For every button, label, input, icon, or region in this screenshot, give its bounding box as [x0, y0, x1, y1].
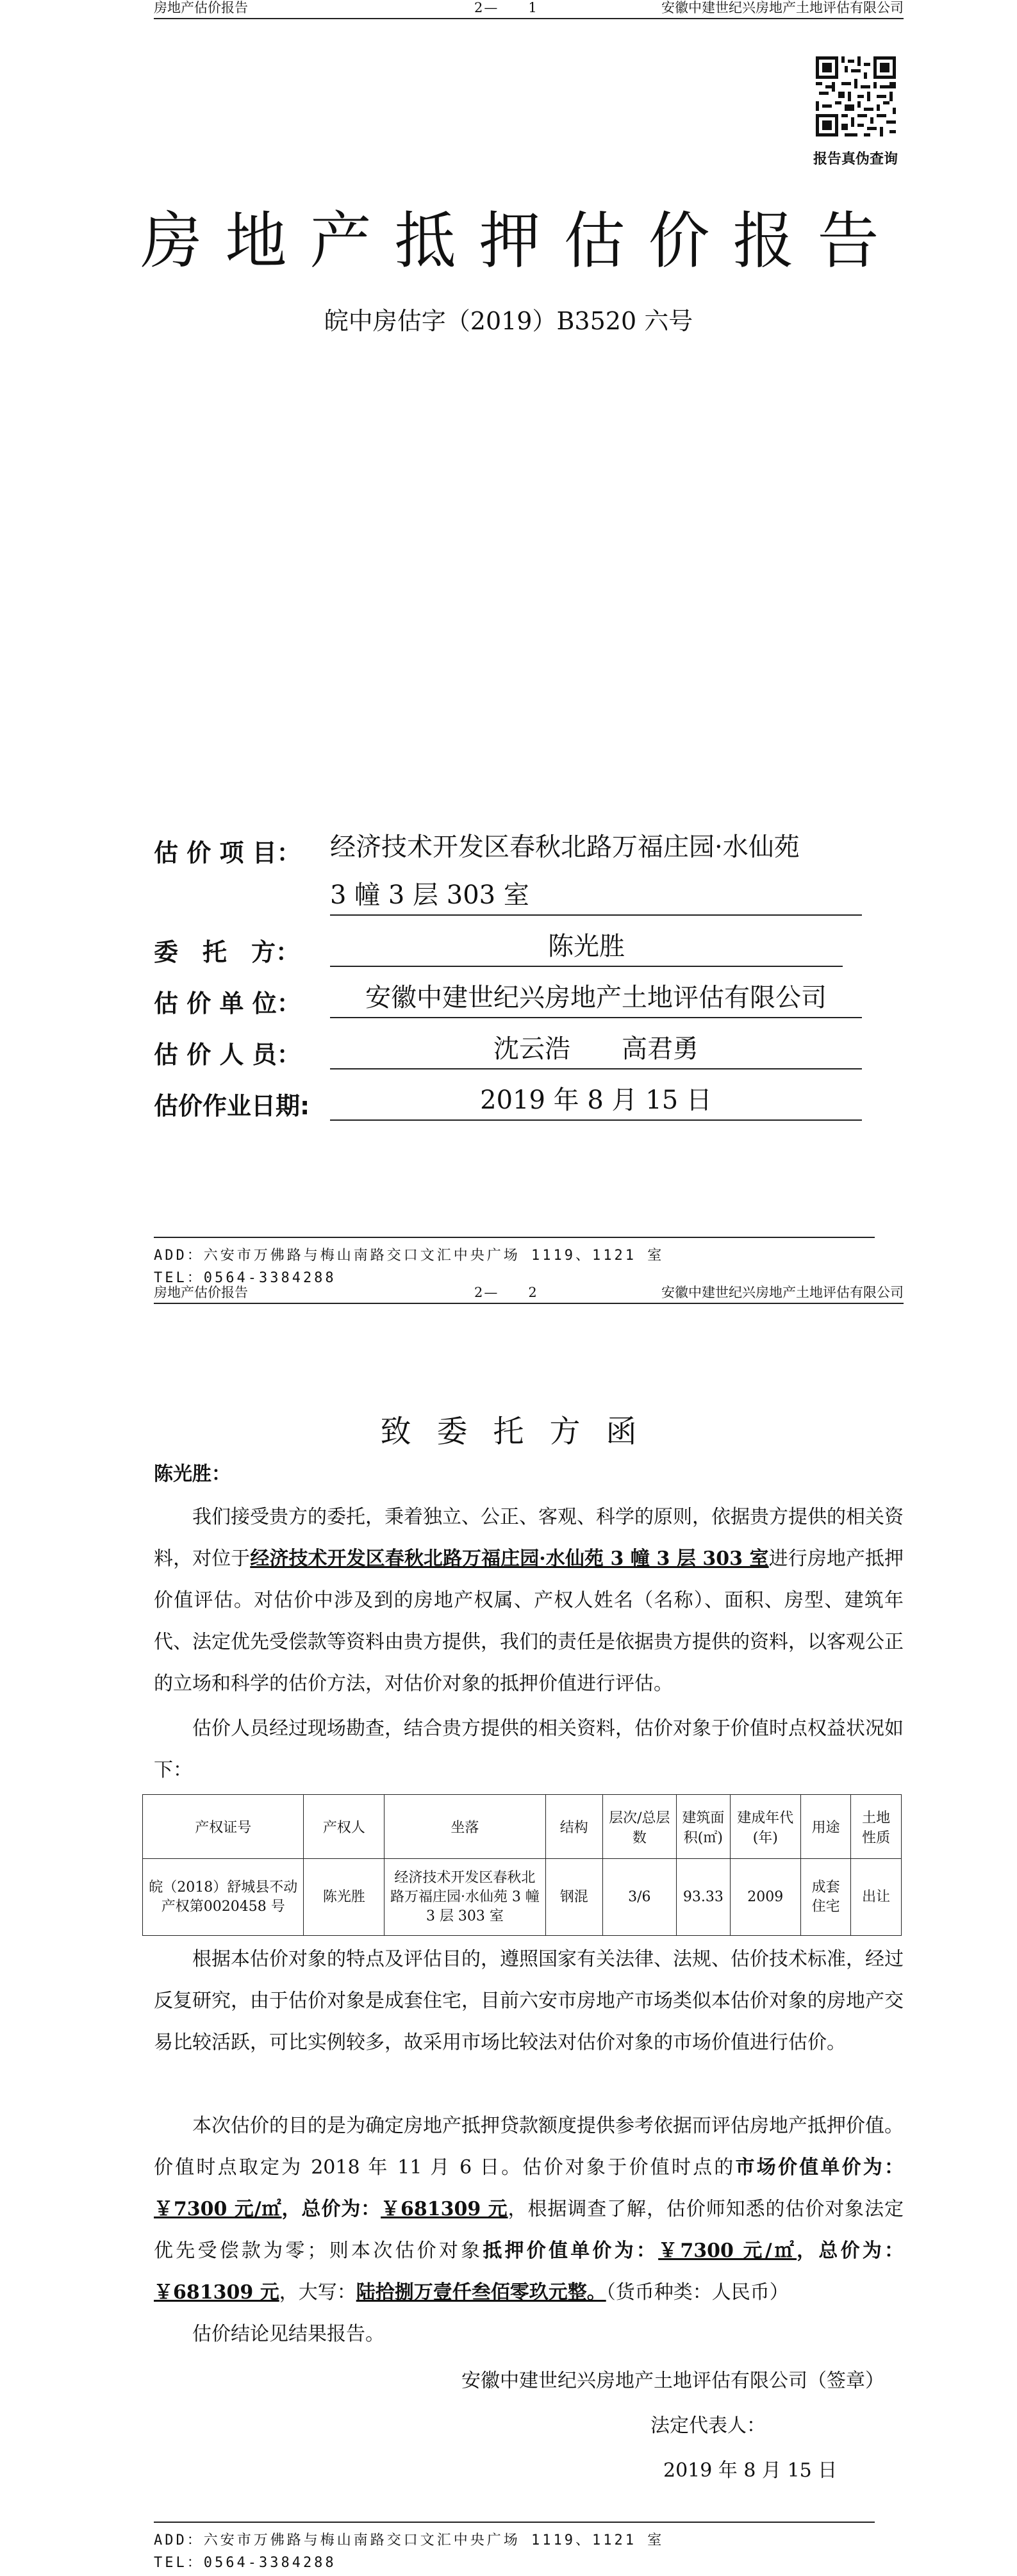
info-value-project: 经济技术开发区春秋北路万福庄园·水仙苑 [330, 832, 800, 862]
signature-date: 2019 年 8 月 15 日 [663, 2459, 838, 2482]
cell-floor: 3/6 [602, 1859, 676, 1936]
info-row-project [154, 832, 800, 868]
col-header: 土地性质 [851, 1795, 902, 1859]
para2-text: 估价人员经过现场勘查，结合贵方提供的相关资料，估价对象于价值时点权益状况如下： [154, 1717, 904, 1781]
mortgage-total-price: ￥681309 元 [154, 2281, 279, 2304]
info-row-appraisers [154, 1034, 699, 1070]
report-title: 房地产抵押估价报告 [140, 205, 902, 277]
market-unit-label: 市场价值单价为： [735, 2156, 904, 2179]
header-left: 房地产估价报告 [154, 1285, 248, 1300]
col-header: 产权证号 [143, 1795, 304, 1859]
page1-footer-address: ADD：六安市万佛路与梅山南路交口文汇中央广场 1119、1121 室 [154, 1248, 665, 1264]
qr-block [811, 56, 900, 168]
info-row-appraiser-unit [154, 983, 827, 1019]
qr-code-icon[interactable] [816, 56, 896, 136]
market-unit-price: ￥7300 元/㎡ [154, 2198, 282, 2220]
qr-caption: 报告真伪查询 [813, 151, 898, 167]
para4-text: ，根据调查了解，估价师知悉的估价对象法定优先受偿款为零；则本次估价对象 [154, 2198, 904, 2262]
property-table [142, 1794, 902, 1936]
cell-land-nature: 出让 [851, 1859, 902, 1936]
info-value-date: 2019 年 8 月 15 日 [330, 1082, 862, 1121]
para4-text: ，大写： [279, 2281, 356, 2304]
info-label: 估 价 项 目： [154, 839, 301, 867]
paragraph-4 [154, 2105, 904, 2313]
info-value-client: 陈光胜 [330, 929, 843, 967]
para1-text-b: 进行房地产抵押价值评估。对估价中涉及到的房地产权属、产权人姓名（名称）、面积、房型、建筑年代、法定优先受偿款等资料由贵方提供，我们的责任是依据贵方提供的资料，以客观公正的立场和科学的估价方法，对估价对象的抵押价值进行评估。 [154, 1548, 904, 1695]
paragraph-3 [154, 1938, 904, 2063]
info-value-appraisers: 沈云浩 高君勇 [330, 1031, 862, 1069]
col-header: 结构 [545, 1795, 602, 1859]
col-header: 层次/总层数 [602, 1795, 676, 1859]
para4-text: 本次估价的目的是为确定房地产抵押贷款额度提供参考依据而评估房地产抵押价值。价值时点取定为 2018 年 11 月 6 日。估价对象于价值时点的 [154, 2115, 904, 2179]
page1-header [154, 0, 904, 19]
paragraph-5 [154, 2313, 904, 2355]
info-label: 估 价 单 位： [154, 989, 301, 1018]
cell-cert-no: 皖（2018）舒城县不动产权第0020458 号 [143, 1859, 304, 1936]
header-page-number: 2— 1 [474, 0, 538, 15]
cell-structure: 钢混 [545, 1859, 602, 1936]
cell-owner: 陈光胜 [304, 1859, 384, 1936]
cell-year: 2009 [730, 1859, 800, 1936]
mortgage-unit-label: 抵押价值单价为： [483, 2240, 659, 2262]
page2-footer-tel: TEL：0564-3384288 [154, 2555, 336, 2571]
para3-text: 根据本估价对象的特点及评估目的，遵照国家有关法律、法规、估价技术标准，经过反复研究，由于估价对象是成套住宅，目前六安市房地产市场类似本估价对象的房地产交易比较活跃，可比实例较多，故采用市场比较法对估价对象的市场价值进行估价。 [154, 1948, 904, 2054]
amount-in-words: 陆拾捌万壹仟叁佰零玖元整。 [356, 2281, 606, 2304]
letter-title: 致委托方函 [380, 1414, 663, 1449]
table-row [143, 1859, 902, 1936]
page1-footer-tel: TEL：0564-3384288 [154, 1270, 336, 1286]
info-value-project-cont: 3 幢 3 层 303 室 [330, 877, 862, 916]
header-left: 房地产估价报告 [154, 0, 248, 15]
cell-area: 93.33 [676, 1859, 730, 1936]
cell-location: 经济技术开发区春秋北路万福庄园·水仙苑 3 幢 3 层 303 室 [384, 1859, 545, 1936]
info-label: 委 托 方： [154, 938, 301, 966]
info-value-appraiser-unit: 安徽中建世纪兴房地产土地评估有限公司 [330, 980, 862, 1018]
page2-footer-rule [154, 2522, 875, 2523]
col-header: 坐落 [384, 1795, 545, 1859]
header-right: 安徽中建世纪兴房地产土地评估有限公司 [661, 0, 904, 15]
signature-legal-rep: 法定代表人： [650, 2415, 766, 2437]
header-right: 安徽中建世纪兴房地产土地评估有限公司 [661, 1285, 904, 1300]
property-address: 经济技术开发区春秋北路万福庄园·水仙苑 3 幢 3 层 303 室 [250, 1548, 769, 1570]
report-number: 皖中房估字（2019）B3520 六号 [324, 307, 693, 335]
market-total-label: ，总价为： [281, 2198, 381, 2220]
mortgage-total-label: ，总价为： [797, 2240, 904, 2262]
currency-note: （货币种类：人民币） [606, 2281, 789, 2304]
info-label: 估价作业日期: [154, 1092, 310, 1120]
paragraph-2 [154, 1708, 904, 1791]
mortgage-unit-price: ￥7300 元/㎡ [658, 2240, 797, 2262]
paragraph-1 [154, 1496, 904, 1705]
col-header: 建筑面积(㎡) [676, 1795, 730, 1859]
page2-header [154, 1285, 904, 1304]
para5-text: 估价结论见结果报告。 [192, 2323, 384, 2345]
info-row-date [154, 1086, 712, 1121]
page1-footer-rule [154, 1237, 875, 1238]
signature-company: 安徽中建世纪兴房地产土地评估有限公司（签章） [461, 2370, 884, 2392]
para1-text-a: 我们接受贵方的委托，秉着独立、公正、客观、科学的原则，依据贵方提供的相关资料，对位于 [154, 1506, 904, 1570]
page2-footer-address: ADD：六安市万佛路与梅山南路交口文汇中央广场 1119、1121 室 [154, 2532, 665, 2548]
info-row-client [154, 932, 625, 968]
table-header-row [143, 1795, 902, 1859]
cell-use: 成套住宅 [800, 1859, 851, 1936]
market-total-price: ￥681309 元 [381, 2198, 508, 2220]
info-label: 估 价 人 员： [154, 1041, 301, 1069]
col-header: 建成年代(年) [730, 1795, 800, 1859]
salutation: 陈光胜： [154, 1463, 231, 1485]
header-page-number: 2— 2 [474, 1285, 538, 1300]
col-header: 产权人 [304, 1795, 384, 1859]
col-header: 用途 [800, 1795, 851, 1859]
